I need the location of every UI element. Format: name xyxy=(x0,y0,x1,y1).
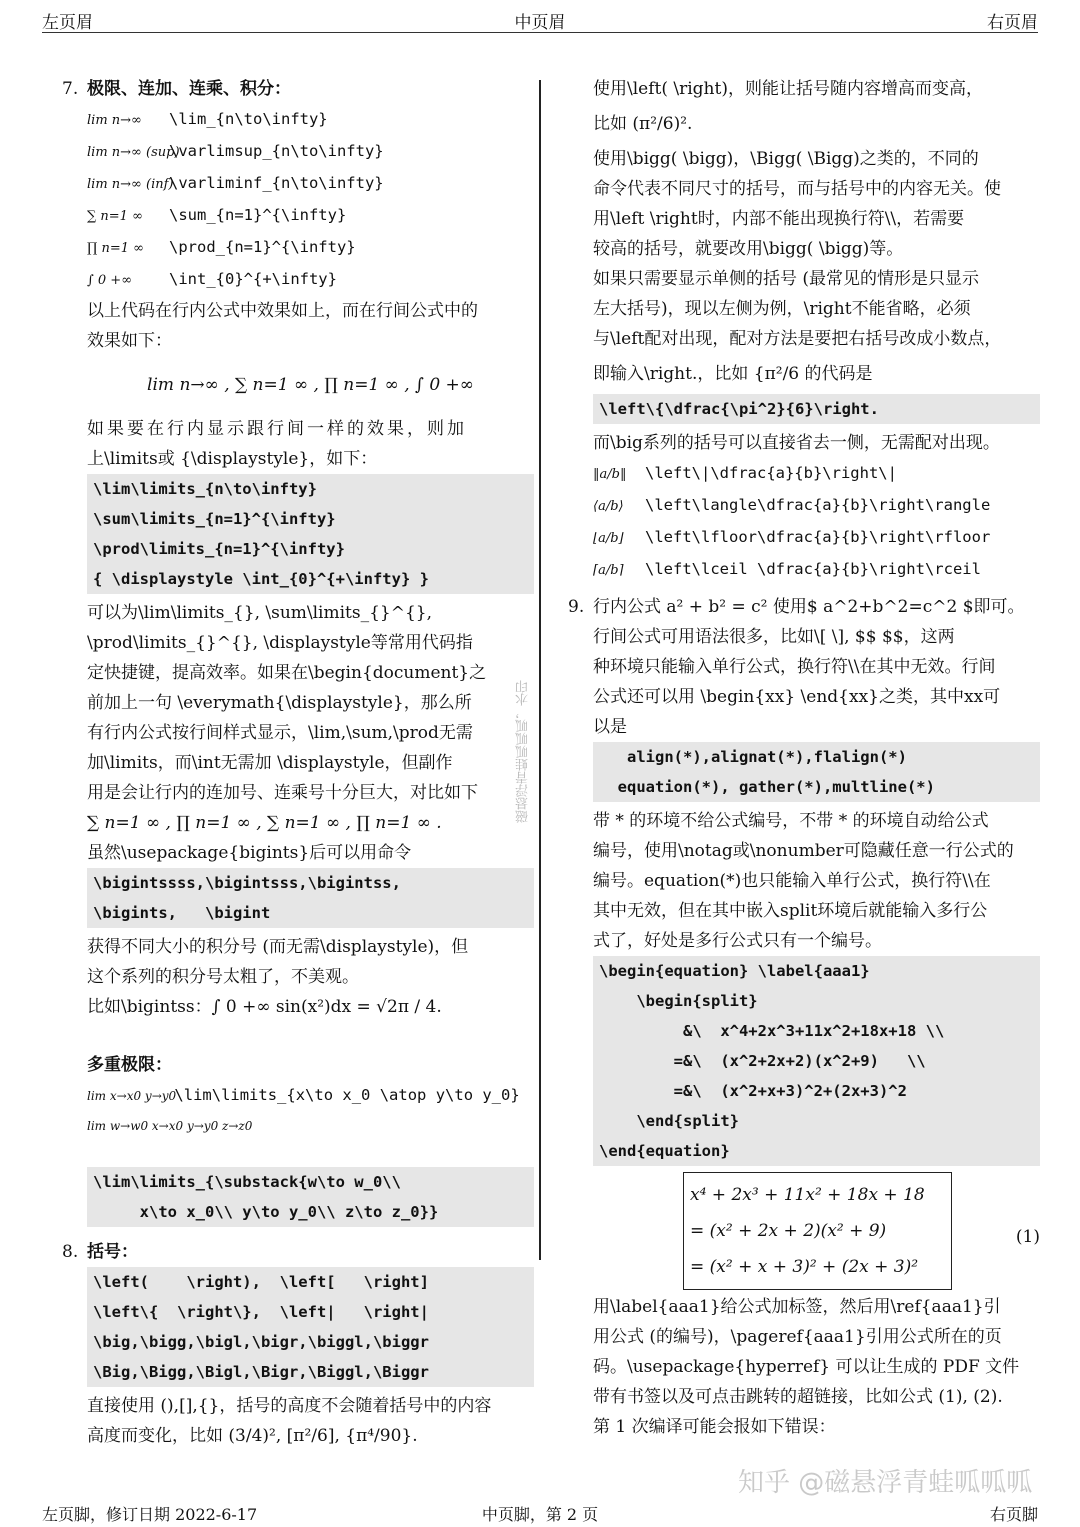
code-line: \left( \right), \left[ \right] xyxy=(93,1273,429,1291)
equation-line: = (x² + 2x + 2)(x² + 9) xyxy=(690,1221,887,1241)
footer-center: 中页脚，第 2 页 xyxy=(481,1505,599,1524)
code-line: =&\ (x^2+x+3)^2+(2x+3)^2 xyxy=(599,1082,907,1100)
equation-display xyxy=(593,1172,1040,1290)
right-column xyxy=(568,74,1040,1442)
code-line: \end{equation} xyxy=(599,1142,730,1160)
multi-limit-code: \lim\limits_{x\to x_0 \atop y\to y_0} xyxy=(174,1086,520,1104)
bracket-item-math: ⟨a/b⟩ xyxy=(593,499,624,514)
bracket-item-code: \left\lfloor\dfrac{a}{b}\right\rfloor xyxy=(645,528,991,546)
paragraph-group xyxy=(593,1292,1040,1442)
paragraph-line: 可以为\lim\limits_{}, \sum\limits_{}^{}, xyxy=(87,603,433,623)
paragraph-line: 获得不同大小的积分号 (而无需\displaystyle)，但 xyxy=(87,937,469,957)
code-line: &\ x^4+2x^3+11x^2+18x+18 \\ xyxy=(599,1022,945,1040)
paragraph-line: 式了，好处是多行公式只有一个编号。 xyxy=(593,931,882,951)
paragraph-group xyxy=(62,598,534,808)
paragraph-group xyxy=(593,622,1040,742)
bracket-item xyxy=(593,554,1040,586)
code-line: \bigints, \bigint xyxy=(93,904,271,922)
paragraph-line: 使用\bigg( \bigg)，\Bigg( \Bigg)之类的，不同的 xyxy=(593,149,979,169)
bigints-example: 比如\bigintss：∫ 0 +∞ sin(x²)dx = √2π / 4. xyxy=(87,997,442,1017)
paragraph: 如果要在行内显示跟行间一样的效果，则加 xyxy=(87,419,467,439)
paragraph-line: 用\left \right时，内部不能出现换行符\\，若需要 xyxy=(593,209,965,229)
code-block xyxy=(87,1167,534,1227)
limit-item-code: \lim_{n\to\infty} xyxy=(169,110,328,128)
paragraph-line: 左大括号)，现以左侧为例，\right不能省略，必须 xyxy=(593,299,971,319)
paragraph-line: 用\label{aaa1}给公式加标签，然后用\ref{aaa1}引 xyxy=(593,1297,1001,1317)
paragraph-line: 带有书签以及可点击跳转的超链接，比如公式 (1), (2). xyxy=(593,1387,1003,1407)
footer-right: 右页脚 xyxy=(989,1505,1038,1524)
code-line: \begin{equation} \label{aaa1} xyxy=(599,962,870,980)
limit-item xyxy=(87,168,534,200)
paragraph: 即输入\right.，比如 {π²/6 的代码是 xyxy=(593,364,873,384)
code-line: \left\{ \right\}, \left| \right| xyxy=(93,1303,429,1321)
column-divider xyxy=(539,80,541,1260)
paragraph-group xyxy=(593,806,1040,956)
code-line: \left\{\dfrac{\pi^2}{6}\right. xyxy=(599,400,879,418)
paragraph-line: \prod\limits_{}^{}, \displaystyle等常用代码指 xyxy=(87,633,473,653)
footer-left: 左页脚，修订日期 2022-6-17 xyxy=(42,1505,258,1524)
paragraph-line: 以是 xyxy=(593,717,627,737)
code-line: align(*),alignat(*),flalign(*) xyxy=(599,748,907,766)
code-line: equation(*), gather(*),multline(*) xyxy=(599,778,935,796)
paragraph: 高度而变化，比如 (3/4)², [π²/6], {π⁴/90}. xyxy=(87,1426,418,1446)
limit-item xyxy=(87,200,534,232)
paragraph-group xyxy=(62,932,534,992)
limit-item-code: \prod_{n=1}^{\infty} xyxy=(169,238,356,256)
paragraph-line: 较高的括号，就要改用\bigg( \bigg)等。 xyxy=(593,239,904,259)
bracket-item xyxy=(593,490,1040,522)
limit-item-math: lim n→∞ (inf) xyxy=(87,177,174,192)
section-8-title: 括号： xyxy=(87,1242,138,1262)
left-column xyxy=(62,74,534,1451)
paragraph: 效果如下： xyxy=(87,331,172,351)
paragraph-line: 公式还可以用 \begin{xx} \end{xx}之类，其中xx可 xyxy=(593,687,1001,707)
display-formula: lim n→∞ , ∑ n=1 ∞ , ∏ n=1 ∞ , ∫ 0 +∞ xyxy=(147,375,474,395)
section-9-heading xyxy=(568,592,1040,622)
bracket-item-math: ⌈a/b⌉ xyxy=(593,563,624,578)
code-line: \bigintssss,\bigintsss,\bigintss, xyxy=(93,874,401,892)
limit-item-math: lim n→∞ xyxy=(87,113,142,128)
paragraph-line: 编号，使用\notag或\nonumber可隐藏任意一行公式的 xyxy=(593,841,1014,861)
code-line: \Big,\Bigg,\Bigl,\Bigr,\Biggl,\Biggr xyxy=(93,1363,429,1381)
multi-limit-math: lim x→x0 y→y0 xyxy=(87,1089,177,1103)
paragraph-line: 前加上一句 \everymath{\displaystyle}，那么所 xyxy=(87,693,472,713)
code-block xyxy=(87,474,534,594)
paragraph-line: 码。\usepackage{hyperref} 可以让生成的 PDF 文件 xyxy=(593,1357,1020,1377)
paragraph: 以上代码在行内公式中效果如上，而在行间公式中的 xyxy=(87,301,478,321)
limits-list xyxy=(62,104,534,296)
bracket-list xyxy=(593,458,1040,586)
code-block xyxy=(87,1267,534,1387)
header-right: 右页眉 xyxy=(987,13,1038,33)
paragraph-line: 加\limits，而\int无需加 \displaystyle，但副作 xyxy=(87,753,453,773)
limit-item-math: ∫ 0 +∞ xyxy=(87,273,133,288)
paragraph-line: 种环境只能输入单行公式，换行符\\在其中无效。行间 xyxy=(593,657,996,677)
limit-item xyxy=(87,264,534,296)
code-line: \end{split} xyxy=(599,1112,739,1130)
zhihu-watermark: 知乎 @磁悬浮青蛙呱呱呱 xyxy=(738,1468,1033,1498)
bracket-item xyxy=(593,522,1040,554)
limit-item-code: \int_{0}^{+\infty} xyxy=(169,270,337,288)
paragraph-line: 其中无效，但在其中嵌入split环境后就能输入多行公 xyxy=(593,901,988,921)
section-7-number: 7. xyxy=(62,79,79,99)
equation-line: = (x² + x + 3)² + (2x + 3)² xyxy=(690,1257,919,1277)
paragraph-line: 定快捷键，提高效率。如果在\begin{document}之 xyxy=(87,663,487,683)
paragraph-line: 用是会让行内的连加号、连乘号十分巨大，对比如下 xyxy=(87,783,478,803)
section-9-number: 9. xyxy=(568,597,585,617)
paragraph-line: 如果只需要显示单侧的括号 (最常见的情形是只显示 xyxy=(593,269,980,289)
code-line: \lim\limits_{\substack{w\to w_0\\ xyxy=(93,1173,401,1191)
paragraph-line: 命令代表不同尺寸的括号，而与括号中的内容无关。使 xyxy=(593,179,1001,199)
equation-line: x⁴ + 2x³ + 11x² + 18x + 18 xyxy=(690,1185,925,1205)
limit-item xyxy=(87,232,534,264)
vertical-watermark: 磁悬浮青蛙呱呱呱，水印 xyxy=(516,680,531,823)
code-line: \prod\limits_{n=1}^{\infty} xyxy=(93,540,345,558)
paragraph-line: 行间公式可用语法很多，比如\[ \], $$ $$，这两 xyxy=(593,627,955,647)
paragraph: 而\big系列的括号可以直接省去一侧，无需配对出现。 xyxy=(593,433,1000,453)
paragraph-line: 编号。equation(*)也只能输入单行公式，换行符\\在 xyxy=(593,871,991,891)
paragraph: 比如 (π²/6)². xyxy=(593,114,693,134)
limit-item-math: lim n→∞ (sup) xyxy=(87,145,180,160)
limit-item-code: \sum_{n=1}^{\infty} xyxy=(169,206,347,224)
bracket-item-code: \left\langle\dfrac{a}{b}\right\rangle xyxy=(645,496,991,514)
page-footer xyxy=(42,1502,1038,1524)
code-line: =&\ (x^2+2x+2)(x^2+9) \\ xyxy=(599,1052,926,1070)
limit-item xyxy=(87,104,534,136)
multi-limit-math-2: lim w→w0 x→x0 y→y0 z→z0 xyxy=(87,1119,253,1133)
multi-limit-title: 多重极限： xyxy=(87,1055,172,1075)
paragraph-line: 这个系列的积分号太粗了，不美观。 xyxy=(87,967,359,987)
bracket-item-math: ‖a/b‖ xyxy=(593,467,627,482)
paragraph-line: 带 * 的环境不给公式编号，不带 * 的环境自动给公式 xyxy=(593,811,989,831)
code-block xyxy=(593,956,1040,1166)
bracket-item-code: \left\lceil \dfrac{a}{b}\right\rceil xyxy=(645,560,981,578)
code-block xyxy=(593,742,1040,802)
paragraph-group xyxy=(593,144,1040,354)
bracket-item xyxy=(593,458,1040,490)
paragraph: 上\limits或 {\displaystyle}，如下： xyxy=(87,449,378,469)
equation-number: (1) xyxy=(1015,1227,1040,1247)
section-8-number: 8. xyxy=(62,1242,79,1262)
page-header xyxy=(42,8,1038,33)
limit-item-math: ∏ n=1 ∞ xyxy=(87,241,144,256)
paragraph-line: 用公式 (的编号)，\pageref{aaa1}引用公式所在的页 xyxy=(593,1327,1002,1347)
code-block xyxy=(87,868,534,928)
code-line: { \displaystyle \int_{0}^{+\infty} } xyxy=(93,570,429,588)
paragraph-line: 第 1 次编译可能会报如下错误： xyxy=(593,1417,836,1437)
code-line: \lim\limits_{n\to\infty} xyxy=(93,480,317,498)
code-line: \sum\limits_{n=1}^{\infty} xyxy=(93,510,336,528)
multi-limit-row xyxy=(62,1080,534,1111)
section-9-line: 行内公式 a² + b² = c² 使用$ a^2+b^2=c^2 $即可。 xyxy=(593,597,1025,617)
code-block xyxy=(593,394,1040,424)
header-left: 左页眉 xyxy=(42,13,93,33)
section-7-heading xyxy=(62,74,534,104)
code-line: x\to x_0\\ y\to y_0\\ z\to z_0}} xyxy=(93,1203,439,1221)
limit-item-code: \varliminf_{n\to\infty} xyxy=(169,174,384,192)
code-line: \begin{split} xyxy=(599,992,758,1010)
header-center: 中页眉 xyxy=(514,13,566,33)
limit-item-math: ∑ n=1 ∞ xyxy=(87,209,143,224)
section-8-heading xyxy=(62,1237,534,1267)
limit-item-code: \varlimsup_{n\to\infty} xyxy=(169,142,384,160)
equation-box xyxy=(683,1172,952,1290)
paragraph: 虽然\usepackage{bigints}后可以用命令 xyxy=(87,843,412,863)
limit-item xyxy=(87,136,534,168)
paragraph: 直接使用 (),[],{}，括号的高度不会随着括号中的内容 xyxy=(87,1396,492,1416)
paragraph-line: 有行内公式按行间样式显示，\lim,\sum,\prod无需 xyxy=(87,723,473,743)
section-7-title: 极限、连加、连乘、积分： xyxy=(87,79,291,99)
bracket-item-code: \left\|\dfrac{a}{b}\right\| xyxy=(645,464,897,482)
compare-formula: ∑ n=1 ∞ , ∏ n=1 ∞ , ∑ n=1 ∞ , ∏ n=1 ∞ . xyxy=(87,813,442,833)
code-line: \big,\bigg,\bigl,\bigr,\biggl,\biggr xyxy=(93,1333,429,1351)
paragraph-line: 与\left配对出现，配对方法是要把右括号改成小数点， xyxy=(593,329,1002,349)
paragraph: 使用\left( \right)，则能让括号随内容增高而变高， xyxy=(593,79,983,99)
bracket-item-math: ⌊a/b⌋ xyxy=(593,531,624,546)
